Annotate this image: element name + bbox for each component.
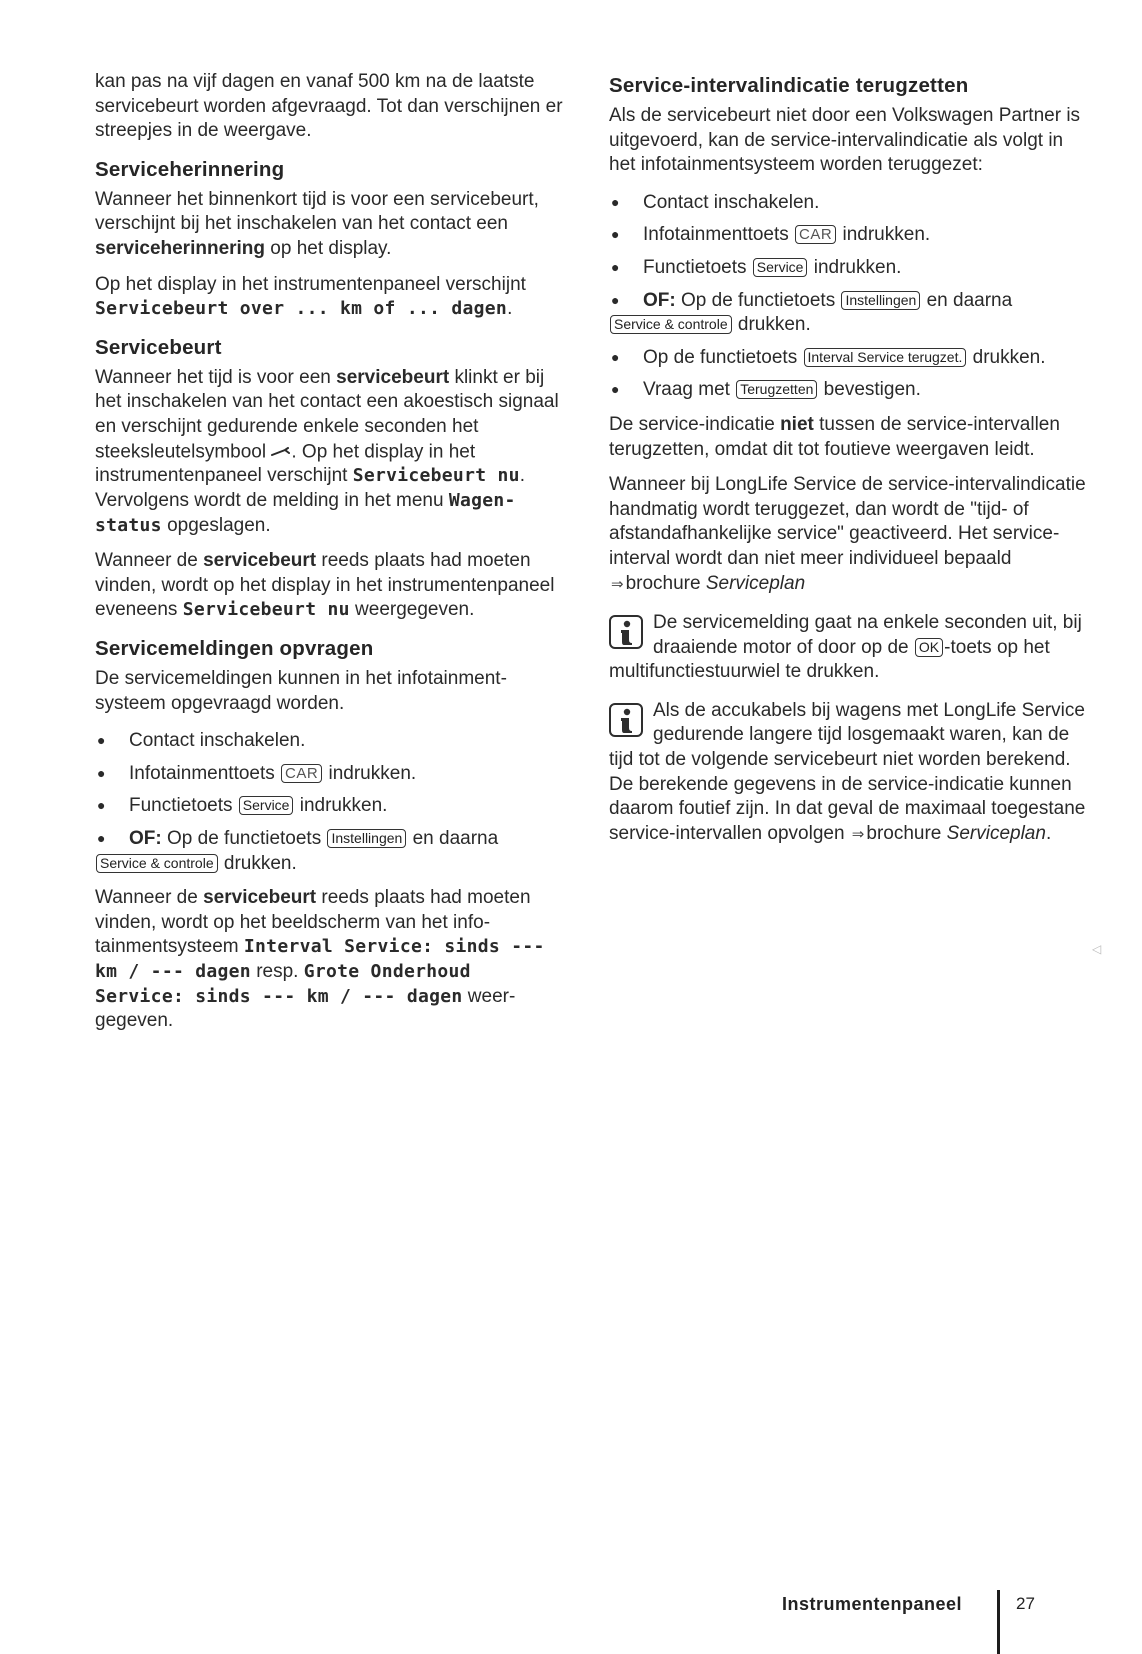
left-column xyxy=(95,70,565,1045)
arrow-right-icon: ⇒ xyxy=(611,575,624,593)
arrow-right-icon: ⇒ xyxy=(851,825,865,843)
list-item: ● Contact inschakelen. xyxy=(97,730,306,752)
bullet-icon: ● xyxy=(611,193,620,210)
heading-serviceherinnering: Serviceherinnering xyxy=(95,157,285,181)
key-terugzetten: Terugzetten xyxy=(736,380,817,399)
info-note: Als de accukabels bij wagens met LongLife Service gedurende langere tijd losgemaakt waren, kan de tijd tot de volgende servicebeurt niet worden berekend. De berekende gegevens in de service-indicatie kunnen daarom foutief zijn. In dat geval de maximaal toegestane service-intervallen opvolgen ⇒ brochure Serviceplan. xyxy=(609,699,1086,844)
list-item: ● Infotainmenttoets CAR indrukken. xyxy=(97,762,417,784)
page-number: 27 xyxy=(1016,1594,1035,1613)
key-instellingen: Instellingen xyxy=(841,291,920,310)
list-item: ● Functietoets Service indrukken. xyxy=(97,795,388,817)
list-item: ● Contact inschakelen. xyxy=(611,191,820,213)
bullet-icon: ● xyxy=(97,764,106,781)
paragraph: Op het display in het instrumentenpaneel verschijnt Servicebeurt over ... km of ... dagen. xyxy=(95,273,526,320)
list-item: ● Functietoets Service indrukken. xyxy=(611,256,902,278)
bullet-icon: ● xyxy=(611,348,620,365)
paragraph: Wanneer het binnenkort tijd is voor een servicebeurt, verschijnt bij het inschakelen van het contact een serviceherinnering op het display. xyxy=(95,188,539,259)
bullet-icon: ● xyxy=(97,797,106,814)
info-icon xyxy=(609,615,643,649)
wrench-icon xyxy=(271,440,291,465)
bullet-icon: ● xyxy=(611,258,620,275)
brochure-reference: Serviceplan xyxy=(946,822,1046,844)
key-instellingen: Instellingen xyxy=(327,829,406,848)
paragraph: Wanneer het tijd is voor een servicebeurt klinkt er bij het inschakelen van het contact een akoestisch signaal en verschijnt gedurende enkele seconden het steeksleutelsymbool . Op het display in het instrumentenpaneel verschijnt Servicebeurt nu. Vervolgens wordt de melding in het menu Wagenstatus opgeslagen. xyxy=(95,366,559,536)
display-message: Grote Onderhoud Service: sinds --- km / --- dagen xyxy=(95,960,471,1007)
key-ok: OK xyxy=(915,638,943,657)
heading-service-intervalindicatie-terugzetten: Service-intervalindicatie terugzetten xyxy=(609,74,969,97)
intro-paragraph: kan pas na vijf dagen en vanaf 500 km na de laatste servicebeurt worden afgevraagd. Tot dan verschijnen er streepjes in de weergave. xyxy=(95,71,563,142)
key-service: Service xyxy=(239,796,294,815)
key-service-controle: Service & controle xyxy=(96,854,218,873)
list-item: ● Op de functietoets Interval Service terugzet. drukken. xyxy=(611,346,1046,368)
info-icon xyxy=(609,703,643,737)
paragraph: Wanneer de servicebeurt reeds plaats had moeten vinden, wordt op het display in het instrumentenpaneel eveneens Servicebeurt nu weergegeven. xyxy=(95,550,555,621)
bullet-icon: ● xyxy=(611,381,620,398)
heading-servicebeurt: Servicebeurt xyxy=(95,335,222,359)
display-message: Interval Service: sinds --- km / --- dagen xyxy=(95,936,545,982)
footer-divider xyxy=(997,1590,1000,1654)
key-car: CAR xyxy=(281,764,322,783)
list-item: ● OF: Op de functietoets Instellingen en daarna Service & controle drukken. xyxy=(97,827,499,874)
paragraph: Wanneer de servicebeurt reeds plaats had moeten vinden, wordt op het beeldscherm van het infotainmentsysteem Interval Service: sinds --- km / --- dagen resp. Grote Onderhoud Service: sinds --- km / --- dagen weergegeven. xyxy=(95,887,545,1032)
key-service-controle: Service & controle xyxy=(610,315,732,334)
section-end-icon: ◁ xyxy=(1092,942,1102,956)
paragraph: Wanneer bij LongLife Service de service-intervalindicatie handmatig wordt teruggezet, dan wordt de "tijd- of afstandafhankelijke service" geactiveerd. Het service-interval wordt dan niet meer individueel bepaald ⇒ brochure Serviceplan xyxy=(609,474,1086,594)
bullet-icon: ● xyxy=(97,829,106,846)
display-message: Servicebeurt nu xyxy=(352,465,520,487)
display-message: Servicebeurt nu xyxy=(182,599,350,621)
step-list xyxy=(609,190,1087,403)
bullet-icon: ● xyxy=(611,226,620,243)
list-item: ● OF: Op de functietoets Instellingen en daarna Service & controle drukken. xyxy=(611,289,1013,336)
step-list xyxy=(95,728,565,876)
info-note: De servicemelding gaat na enkele seconden uit, bij draaiende motor of door op de OK -toets op het multifunctiestuurwiel te drukken. xyxy=(609,612,1082,683)
key-service: Service xyxy=(753,258,808,277)
key-interval-service-terugzet: Interval Service terugzet. xyxy=(804,348,967,367)
right-column xyxy=(609,70,1087,861)
paragraph: De servicemeldingen kunnen in het infotainmentsysteem opgevraagd worden. xyxy=(95,668,507,714)
brochure-reference: Serviceplan xyxy=(705,572,806,594)
bullet-icon: ● xyxy=(611,291,620,308)
paragraph: Als de servicebeurt niet door een Volkswagen Partner is uitgevoerd, kan de service-intervalindicatie als volgt in het infotainmentsysteem worden teruggezet: xyxy=(609,105,1081,176)
key-car: CAR xyxy=(795,225,836,244)
heading-servicemeldingen-opvragen: Servicemeldingen opvragen xyxy=(95,637,374,660)
paragraph: De service-indicatie niet tussen de service-intervallen terugzetten, omdat dit tot foutieve weergaven leidt. xyxy=(609,413,1060,460)
display-message: Servicebeurt over ... km of ... dagen xyxy=(95,298,508,320)
bullet-icon: ● xyxy=(97,732,106,749)
footer-section-title: Instrumentenpaneel xyxy=(782,1594,963,1614)
list-item: ● Vraag met Terugzetten bevestigen. xyxy=(611,379,921,401)
list-item: ● Infotainmenttoets CAR indrukken. xyxy=(611,224,931,246)
menu-name: Wagenstatus xyxy=(95,490,516,536)
